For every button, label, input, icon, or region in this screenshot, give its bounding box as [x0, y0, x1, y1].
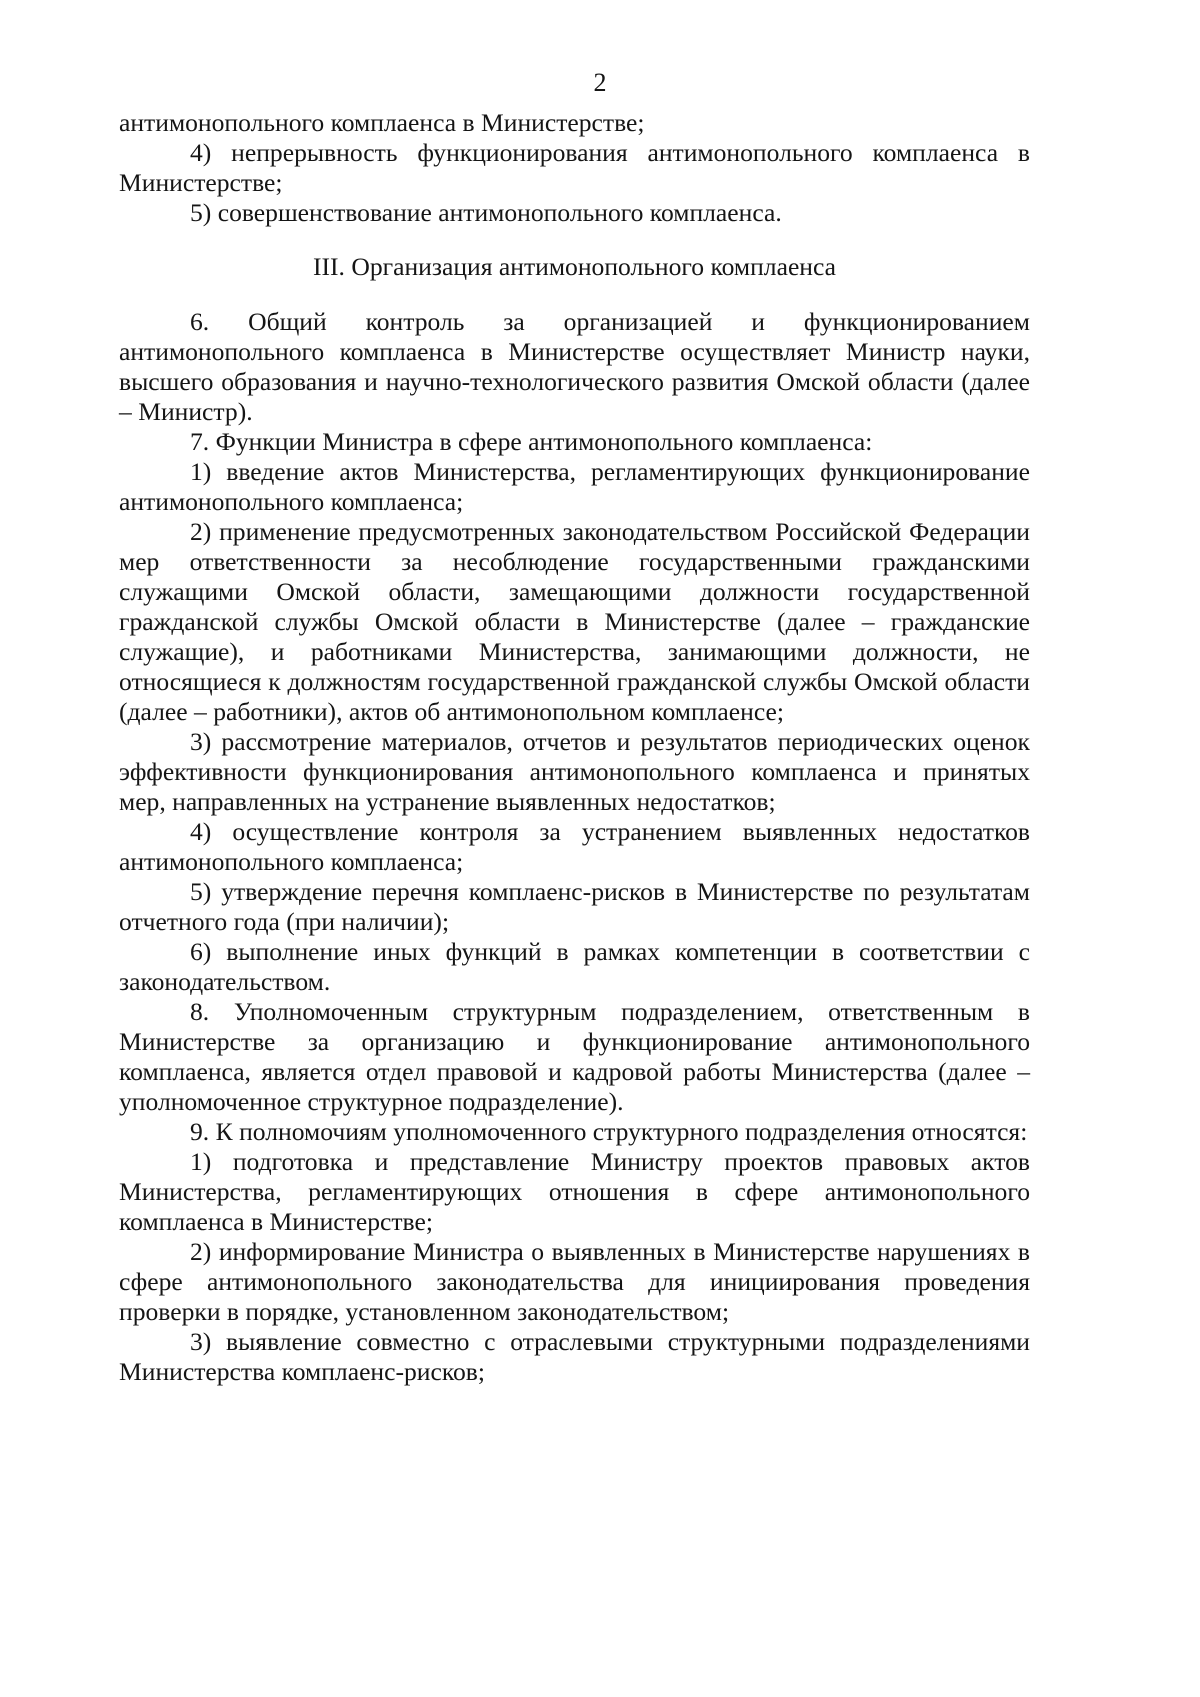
clause-9: 9. К полномочиям уполномоченного структурного подразделения относятся: — [190, 1117, 1028, 1146]
list-item-4: 4) непрерывность функционирования антимонопольного комплаенса в Министерстве; — [119, 138, 1030, 197]
page-number: 2 — [593, 68, 607, 97]
clause-7-item-5: 5) утверждение перечня комплаенс-рисков в Министерстве по результатам отчетного года (при наличии); — [119, 877, 1030, 936]
section-heading: III. Организация антимонопольного комплаенса — [312, 252, 837, 281]
paragraph-continuation: антимонопольного комплаенса в Министерстве; — [119, 108, 645, 137]
clause-6: 6. Общий контроль за организацией и функционированием антимонопольного комплаенса в Министерстве осуществляет Министр науки, высшего образования и научно-технологического развития Омской области (далее – Министр). — [119, 307, 1030, 426]
clause-7-item-4: 4) осуществление контроля за устранением выявленных недостатков антимонопольного комплаенса; — [119, 817, 1030, 876]
clause-7-item-2: 2) применение предусмотренных законодательством Российской Федерации мер ответственности за несоблюдение государственными гражданскими служащими Омской области, замещающими должности государственной гражданской службы Омской области в Министерстве (далее – гражданские служащие), и работниками Министерства, занимающими должности, не относящиеся к должностям государственной гражданской службы Омской области (далее – работники), актов об антимонопольном комплаенсе; — [119, 517, 1030, 726]
clause-8: 8. Уполномоченным структурным подразделением, ответственным в Министерстве за организацию и функционирование антимонопольного комплаенса, является отдел правовой и кадровой работы Министерства (далее – уполномоченное структурное подразделение). — [119, 997, 1030, 1116]
clause-7-item-3: 3) рассмотрение материалов, отчетов и результатов периодических оценок эффективности функционирования антимонопольного комплаенса и принятых мер, направленных на устранение выявленных недостатков; — [119, 727, 1030, 816]
clause-7-item-1: 1) введение актов Министерства, регламентирующих функционирование антимонопольного комплаенса; — [119, 457, 1030, 516]
document-body — [119, 108, 1030, 1387]
clause-9-item-3: 3) выявление совместно с отраслевыми структурными подразделениями Министерства комплаенс-рисков; — [119, 1327, 1030, 1386]
clause-7: 7. Функции Министра в сфере антимонопольного комплаенса: — [190, 427, 873, 456]
clause-9-item-2: 2) информирование Министра о выявленных в Министерстве нарушениях в сфере антимонопольного законодательства для инициирования проведения проверки в порядке, установленном законодательством; — [119, 1237, 1030, 1326]
clause-7-item-6: 6) выполнение иных функций в рамках компетенции в соответствии с законодательством. — [119, 937, 1030, 996]
clause-9-item-1: 1) подготовка и представление Министру проектов правовых актов Министерства, регламентирующих отношения в сфере антимонопольного комплаенса в Министерстве; — [119, 1147, 1030, 1236]
list-item-5: 5) совершенствование антимонопольного комплаенса. — [190, 198, 782, 227]
